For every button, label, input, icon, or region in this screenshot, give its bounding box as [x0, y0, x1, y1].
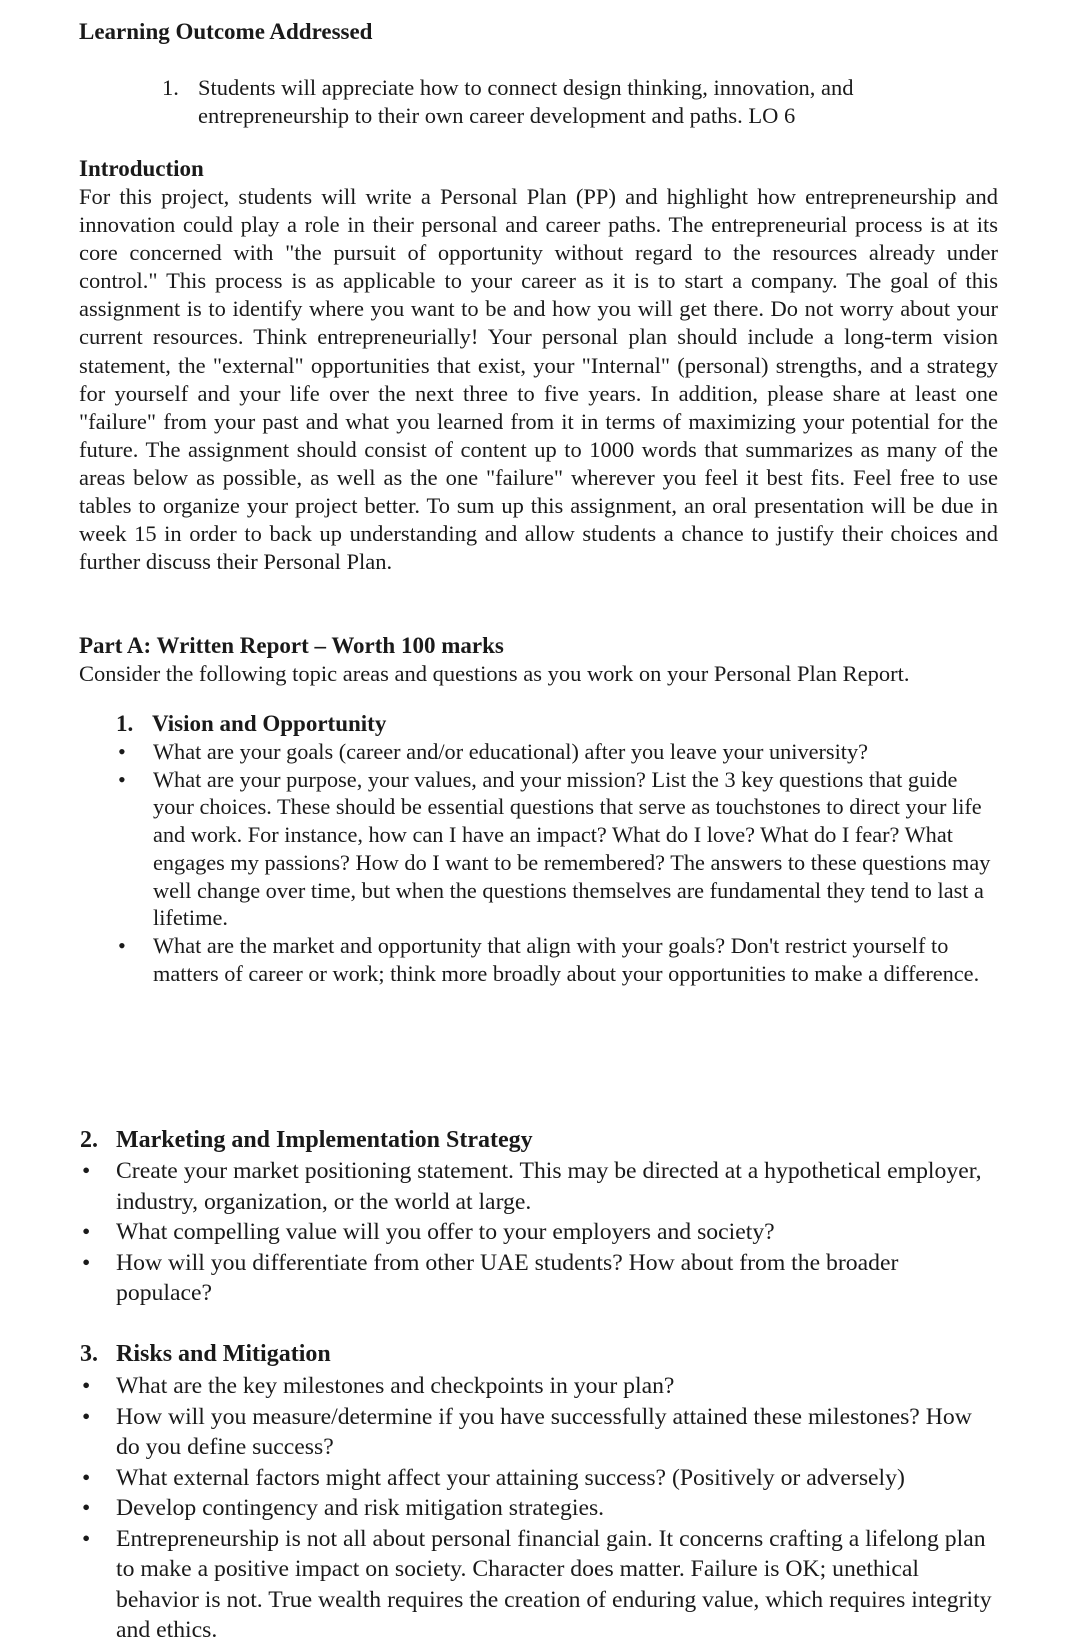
list-item: [80, 1524, 998, 1646]
section-3-number: 3.: [80, 1341, 98, 1367]
part-a-heading: Part A: Written Report – Worth 100 marks: [79, 633, 504, 658]
list-item: [80, 1493, 998, 1524]
bullet-icon: •: [118, 932, 126, 958]
bullet-icon: •: [82, 1525, 91, 1552]
section-1-title: Vision and Opportunity: [152, 711, 387, 736]
learning-outcome-number: 1.: [162, 75, 179, 100]
list-item-text: What are your goals (career and/or educational) after you leave your university?: [153, 739, 869, 764]
section-1-number: 1.: [116, 711, 134, 736]
list-item: [80, 1402, 998, 1463]
bullet-icon: •: [82, 1495, 91, 1521]
list-item: [116, 738, 996, 766]
section-2-number: 2.: [80, 1127, 98, 1153]
list-item-text: How will you differentiate from other UAE students? How about from the broader populace?: [116, 1249, 899, 1306]
section-1-bullets: [116, 738, 996, 987]
learning-outcome-line-1: Students will appreciate how to connect design thinking, innovation, and: [198, 75, 854, 100]
part-a-intro: Consider the following topic areas and questions as you work on your Personal Plan Report.: [79, 661, 910, 686]
list-item: [116, 932, 996, 987]
section-2-bullets: [80, 1156, 998, 1309]
bullet-icon: •: [82, 1373, 91, 1399]
list-item: [80, 1463, 998, 1494]
list-item-text: Entrepreneurship is not all about personal financial gain. It concerns crafting a lifelong plan to make a positive impact on society. Character does matter. Failure is OK; unethical behavior is not. True wealth requires the creation of enduring value, which requires integrity and ethics.: [116, 1525, 992, 1643]
bullet-icon: •: [82, 1219, 91, 1245]
bullet-icon: •: [82, 1403, 91, 1430]
list-item-text: What are your purpose, your values, and your mission? List the 3 key questions that guide your choices. These should be essential questions that serve as touchstones to direct your life and work. For instance, how can I have an impact? What do I love? What do I fear? What engages my passions? How do I want to be remembered? The answers to these questions may well change over time, but when the questions themselves are fundamental they tend to last a lifetime.: [153, 766, 991, 931]
list-item: [80, 1217, 998, 1248]
list-item: [80, 1371, 998, 1402]
section-3-title: Risks and Mitigation: [116, 1341, 331, 1367]
list-item: [80, 1248, 998, 1309]
list-item: [80, 1156, 998, 1217]
list-item-text: How will you measure/determine if you have successfully attained these milestones? How do you define success?: [116, 1403, 972, 1460]
bullet-icon: •: [82, 1249, 91, 1276]
bullet-icon: •: [118, 739, 126, 764]
list-item-text: Develop contingency and risk mitigation strategies.: [116, 1495, 605, 1521]
learning-outcome-heading: Learning Outcome Addressed: [79, 19, 373, 44]
bullet-icon: •: [118, 766, 126, 792]
learning-outcome-line-2: entrepreneurship to their own career development and paths. LO 6: [198, 103, 796, 128]
list-item-text: Create your market positioning statement. This may be directed at a hypothetical employer, industry, organization, or the world at large.: [116, 1158, 982, 1215]
list-item: [116, 766, 996, 932]
introduction-heading: Introduction: [79, 156, 204, 181]
list-item-text: What are the key milestones and checkpoints in your plan?: [116, 1373, 675, 1399]
section-3-bullets: [80, 1371, 998, 1646]
list-item-text: What compelling value will you offer to your employers and society?: [116, 1219, 775, 1245]
section-2-title: Marketing and Implementation Strategy: [116, 1127, 533, 1153]
list-item-text: What external factors might affect your attaining success? (Positively or adversely): [116, 1464, 905, 1491]
bullet-icon: •: [82, 1464, 91, 1491]
bullet-icon: •: [82, 1158, 91, 1184]
list-item-text: What are the market and opportunity that align with your goals? Don't restrict yourself to matters of career or work; think more broadly about your opportunities to make a difference.: [153, 932, 980, 986]
introduction-text: For this project, students will write a Personal Plan (PP) and highlight how entrepreneurship and innovation could play a role in their personal and career paths. The entrepreneurial process is at its core concerned with "the pursuit of opportunity without regard to the resources already under control." This process is as applicable to your career as it is to start a company. The goal of this assignment is to identify where you want to be and how you will get there. Do not worry about your current resources. Think entrepreneurially! Your personal plan should include a long-term vision statement, the "external" opportunities that exist, your "Internal" (personal) strengths, and a strategy for yourself and your life over the next three to five years. In addition, please share at least one "failure" from your past and what you learned from it in terms of maximizing your potential for the future. The assignment should consist of content up to 1000 words that summarizes as many of the areas below as possible, as well as the one "failure" wherever you feel it best fits. Feel free to use tables to organize your project better. To sum up this assignment, an oral presentation will be due in week 15 in order to back up understanding and allow students a chance to justify their choices and further discuss their Personal Plan.: [79, 184, 998, 575]
